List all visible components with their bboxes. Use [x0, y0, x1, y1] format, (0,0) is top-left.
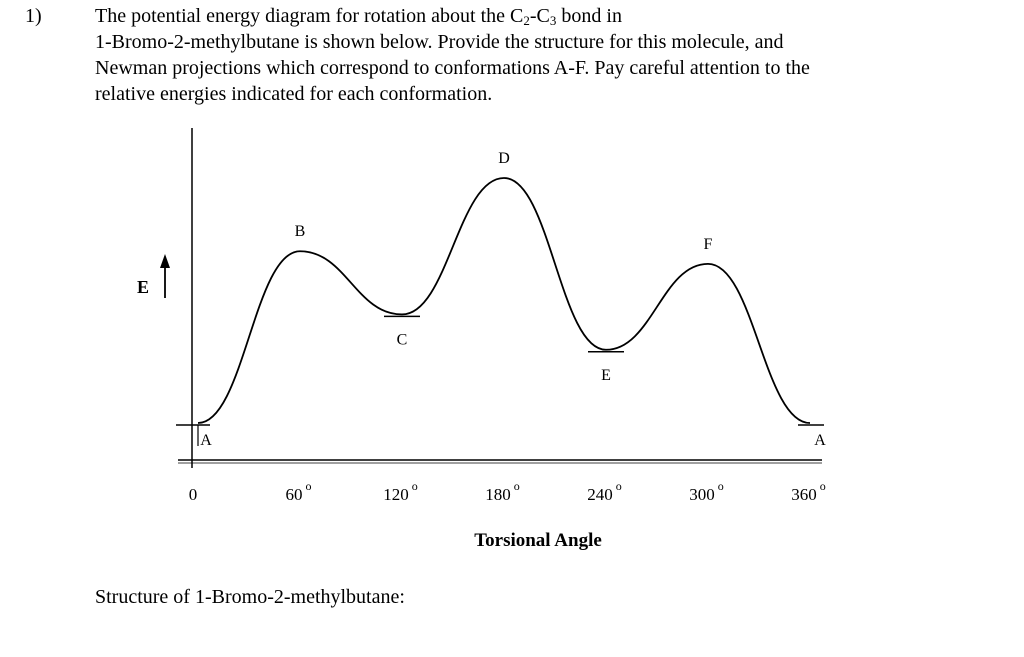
energy-arrow-head [160, 254, 170, 268]
x-tick-label-300: 300 [689, 485, 715, 504]
conformation-label-a-0: A [200, 432, 212, 449]
x-tick-degree-60: o [305, 479, 312, 493]
energy-curve [198, 178, 810, 423]
x-tick-label-240: 240 [587, 485, 613, 504]
conformation-labels [176, 150, 826, 449]
x-axis-label: Torsional Angle [474, 530, 602, 551]
y-axis-label: E [137, 277, 150, 297]
x-tick-label-60: 60 [285, 485, 303, 504]
x-tick-degree-300: o [717, 479, 724, 493]
question-line-3: Newman projections which correspond to conformations A-F. Pay careful attention to the [95, 57, 810, 79]
conformation-label-d-180: D [498, 150, 510, 167]
x-tick-60 [286, 479, 312, 504]
question-line-1-mid: -C [529, 5, 550, 27]
conformation-label-c-120: C [396, 331, 408, 349]
x-tick-300 [689, 479, 724, 504]
conformation-label-a-360: A [814, 432, 826, 449]
c3-subscript: 3 [549, 13, 557, 28]
x-tick-120 [383, 479, 418, 504]
x-tick-0 [189, 485, 198, 504]
x-tick-degree-180: o [513, 479, 520, 493]
c2-subscript: 2 [523, 13, 530, 28]
structure-prompt: Structure of 1-Bromo-2-methylbutane: [95, 586, 405, 608]
x-tick-degree-240: o [615, 479, 622, 493]
question-line-4: relative energies indicated for each conformation. [95, 83, 493, 105]
question-line-1-post: bond in [556, 5, 622, 27]
x-tick-label-0: 0 [188, 485, 198, 504]
conformation-label-f-300: F [703, 235, 713, 253]
x-tick-360 [791, 479, 826, 504]
x-tick-label-180: 180 [485, 485, 511, 504]
conformation-label-b-60: B [294, 223, 306, 241]
x-tick-240 [587, 479, 622, 504]
x-tick-degree-360: o [819, 479, 826, 493]
conformation-label-e-240: E [601, 366, 611, 384]
x-tick-label-120: 120 [383, 485, 409, 504]
x-tick-label-360: 360 [791, 485, 817, 504]
question-line-1-pre: The potential energy diagram for rotation about the C [95, 5, 524, 27]
question-line-2: 1-Bromo-2-methylbutane is shown below. Provide the structure for this molecule, and [95, 31, 784, 53]
x-tick-degree-120: o [411, 479, 418, 493]
question-number: 1) [25, 5, 42, 27]
x-tick-180 [485, 479, 520, 504]
x-tick-labels [189, 479, 826, 504]
